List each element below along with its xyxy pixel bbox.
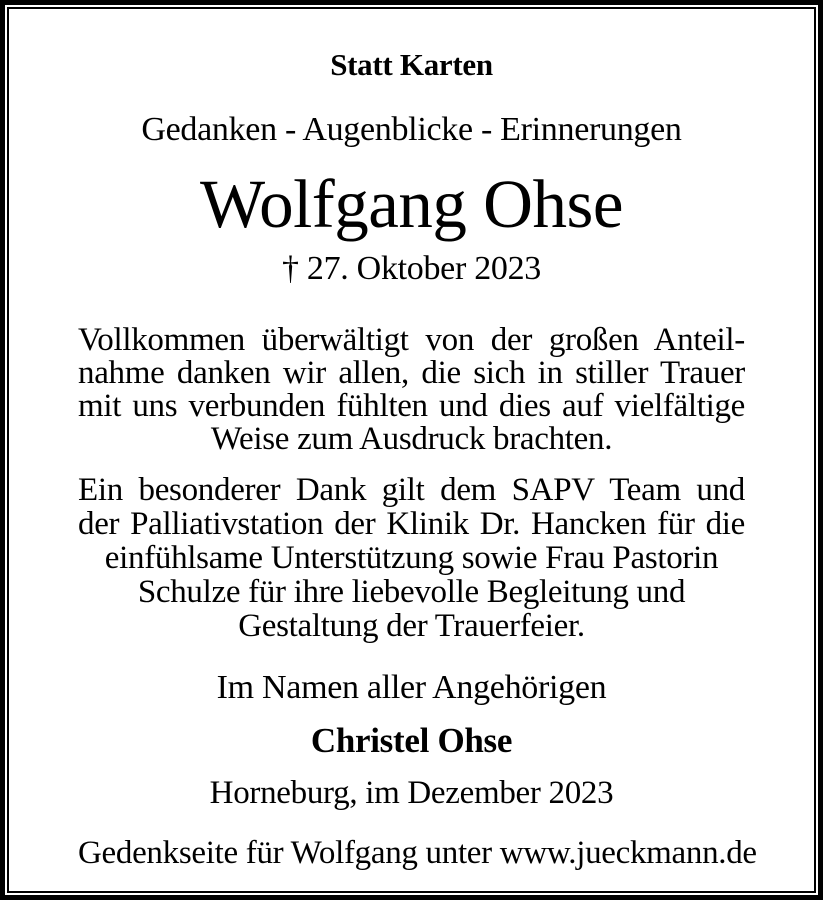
place-date-line: Horneburg, im Dezember 2023 <box>209 775 614 811</box>
deceased-name: Wolfgang Ohse <box>200 166 623 242</box>
motto-line: Gedanken - Augenblicke - Erinnerungen <box>141 111 682 148</box>
paragraph-line: Weise zum Ausdruck brachten. <box>210 421 613 457</box>
signature-name: Christel Ohse <box>310 721 513 760</box>
death-date: † 27. Oktober 2023 <box>281 250 541 287</box>
paragraph-line: mit uns verbunden fühlten und dies auf vielfältige <box>78 388 745 424</box>
statt-karten-header: Statt Karten <box>330 47 493 82</box>
paragraph-line: einfühlsame Unterstützung sowie Frau Pastorin <box>104 540 719 576</box>
closing-line: Im Namen aller Angehörigen <box>216 669 607 706</box>
paragraph-line: Ein besonderer Dank gilt dem SAPV Team und <box>78 472 745 508</box>
paragraph-line: nahme danken wir allen, die sich in stiller Trauer <box>78 355 745 391</box>
paragraph-line: Vollkommen überwältigt von der großen Anteil- <box>78 322 745 358</box>
paragraph-line: der Palliativstation der Klinik Dr. Hancken für die <box>78 506 745 542</box>
thanks-paragraph <box>78 324 745 456</box>
paragraph-line: Schulze für ihre liebevolle Begleitung und <box>137 574 686 610</box>
paragraph-line: Gestaltung der Trauerfeier. <box>238 608 585 644</box>
memorial-website-line: Gedenkseite für Wolfgang unter www.jueckmann.de <box>78 835 757 871</box>
special-thanks-paragraph <box>78 473 745 643</box>
